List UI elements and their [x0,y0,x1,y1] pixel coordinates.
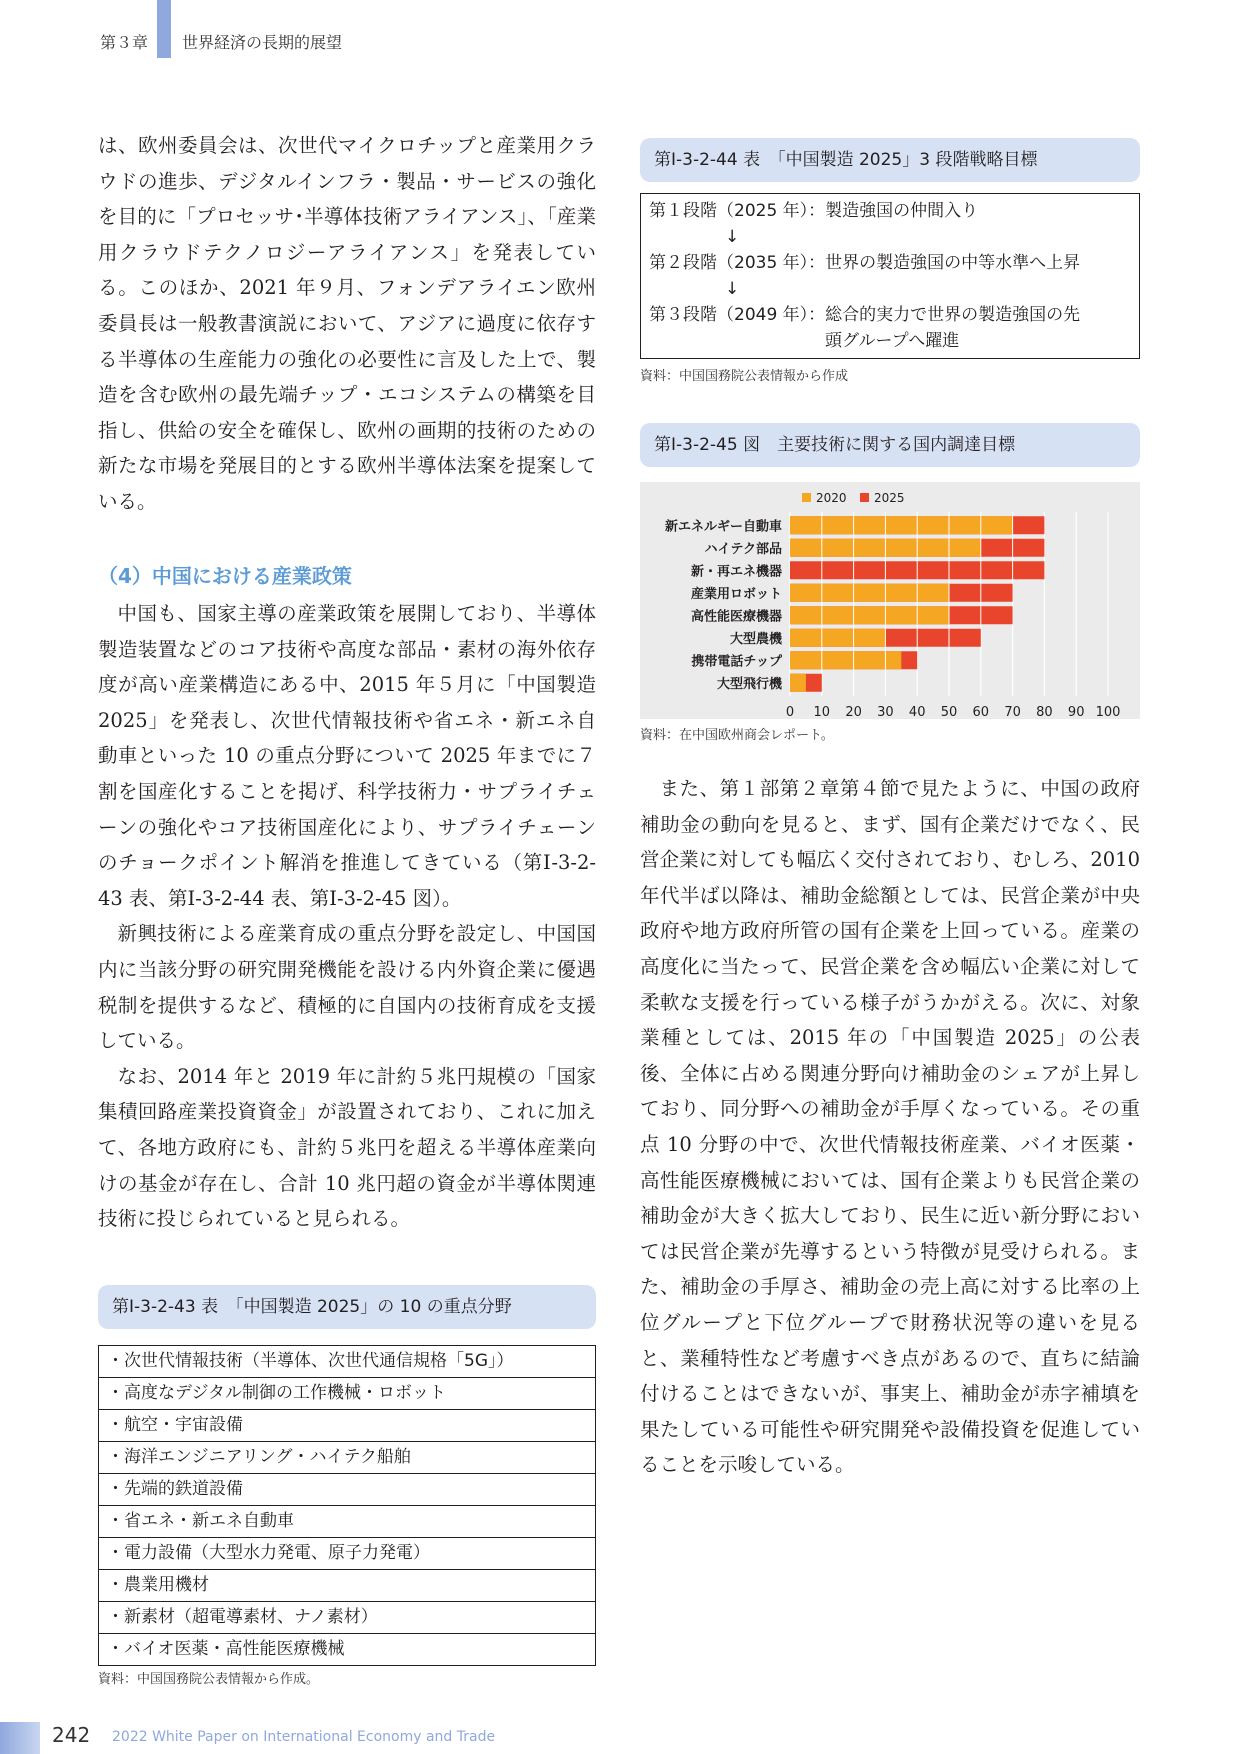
x-tick-label: 30 [877,705,894,719]
table-cell: ・農業用機材 [99,1570,596,1602]
x-tick-label: 50 [940,705,958,719]
category-label: 携帯電話チップ [691,654,782,670]
table44 [640,193,1140,359]
table-cell: ・省エネ・新エネ自動車 [99,1506,596,1538]
x-tick-label: 60 [972,705,990,719]
chapter-label: 第３章 [100,33,149,52]
x-tick-label: 100 [1095,705,1121,719]
table43 [98,1345,596,1666]
stage-3-continued: 頭グループへ躍進 [825,331,960,351]
stage-1: 第１段階（2025 年）：製造強国の仲間入り [649,201,979,221]
table-cell: ・航空・宇宙設備 [99,1410,596,1442]
table-cell: ・バイオ医薬・高性能医療機械 [99,1634,596,1666]
chart-svg [640,482,1140,719]
table43-source: 資料：中国国務院公表情報から作成。 [98,1672,320,1687]
bar-2020 [790,606,949,624]
table-row [99,1602,596,1634]
category-label: 大型飛行機 [716,676,782,692]
legend-swatch [802,493,811,502]
paragraph: また、第１部第２章第４節で見たように、中国の政府補助金の動向を見ると、まず、国有企業だけでなく、民営企業に対しても幅広く交付されており、むしろ、2010 年代半ば以降は、補助金総額としては、民営企業が中央政府や地方政府所管の国有企業を上回っている。産業の高度化に当たって、民営企業を含め幅広い企業に対して柔軟な支援を行っている様子がうかがえる。次に、対象業種としては、2015 年の「中国製造 2025」の公表後、全体に占める関連分野向け補助金のシェアが上昇しており、同分野への補助金が手厚くなっている。その重点 10 分野の中で、次世代情報技術産業、バイオ医薬・高性能医療機械においては、国有企業よりも民営企業の補助金が大きく拡大しており、民生に近い新分野においては民営企業が先導するという特徴が見受けられる。また、補助金の手厚さ、補助金の売上高に対する比率の上位グループと下位グループで財務状況等の違いを見ると、業種特性など考慮すべき点があるので、直ちに結論付けることはできないが、事実上、補助金が赤字補填を果たしている可能性や研究開発や設備投資を促進していることを示唆している。 [640,777,1140,1477]
table-cell: ・電力設備（大型水力発電、原子力発電） [99,1538,596,1570]
table44-caption: 第Ⅰ-3-2-44 表 「中国製造 2025」3 段階戦略目標 [640,138,1140,182]
x-tick-label: 90 [1067,705,1085,719]
category-label: 新エネルギー自動車 [664,519,782,535]
table-cell: ・海洋エンジニアリング・ハイテク船舶 [99,1442,596,1474]
paragraph: 中国も、国家主導の産業政策を展開しており、半導体製造装置などのコア技術や高度な部品・素材の海外依存度が高い産業構造にある中、2015 年５月に「中国製造 2025」を発表し、次世代情報技術や省エネ・新エネ自動車といった 10 の重点分野について 2025 年までに７割を国産化することを掲げ、科学技術力・サプライチェーンの強化やコア技術国産化により、サプライチェーンのチョークポイント解消を推進してきている（第Ⅰ-3-2-43 表、第Ⅰ-3-2-44 表、第Ⅰ-3-2-45 図）。 [98,602,596,910]
figure45-source: 資料：在中国欧州商会レポート。 [640,728,834,743]
footer-accent-bar [0,1722,40,1754]
page-number: 242 [52,1723,91,1747]
bar-2020 [790,584,949,602]
bar-2020 [790,651,901,669]
publication-title: 2022 White Paper on International Economy and Trade [112,1729,496,1745]
down-arrow-icon: ↓ [725,227,740,247]
stage-2: 第２段階（2035 年）：世界の製造強国の中等水準へ上昇 [649,253,1081,273]
table-row [99,1442,596,1474]
table-cell: ・新素材（超電導素材、ナノ素材） [99,1602,596,1634]
table-cell: ・先端的鉄道設備 [99,1474,596,1506]
legend-swatch [860,493,869,502]
paragraph: 新興技術による産業育成の重点分野を設定し、中国国内に当該分野の研究開発機能を設ける内外資企業に優遇税制を提供するなど、積極的に自国内の技術育成を支援している。 [98,922,596,1053]
table-row [99,1634,596,1666]
category-label: 高性能医療機器 [690,609,782,625]
x-tick-label: 10 [813,705,831,719]
category-label: 新・再エネ機器 [690,564,782,580]
category-label: ハイテク部品 [704,541,782,557]
table-cell: ・次世代情報技術（半導体、次世代通信規格「5G」） [99,1346,596,1378]
table-row [99,1538,596,1570]
table-row [99,1346,596,1378]
table44-source: 資料：中国国務院公表情報から作成 [640,369,849,384]
table43-caption: 第Ⅰ-3-2-43 表 「中国製造 2025」の 10 の重点分野 [98,1285,596,1329]
bar-chart [640,482,1140,719]
paragraph: は、欧州委員会は、次世代マイクロチップと産業用クラウドの進歩、デジタルインフラ・製品・サービスの強化を目的に「プロセッサ･半導体技術アライアンス」、「産業用クラウドテクノロジーアライアンス」を発表している。このほか、2021 年９月、フォンデアライエン欧州委員長は一般教書演説において、アジアに過度に依存する半導体の生産能力の強化の必要性に言及した上で、製造を含む欧州の最先端チップ・エコシステムの構築を目指し、供給の安全を確保し、欧州の画期的技術のための新たな市場を発展目的とする欧州半導体法案を提案している。 [98,134,596,513]
x-tick-label: 20 [845,705,862,719]
section-heading: （4）中国における産業政策 [98,564,352,588]
table-row [99,1474,596,1506]
table-cell: ・高度なデジタル制御の工作機械・ロボット [99,1378,596,1410]
paragraph: なお、2014 年と 2019 年に計約５兆円規模の「国家集積回路産業投資資金」が設置されており、これに加えて、各地方政府にも、計約５兆円を超える半導体産業向けの基金が存在し、合計 10 兆円超の資金が半導体関連技術に投じられていると見られる。 [98,1064,596,1231]
x-tick-label: 40 [908,705,926,719]
x-tick-label: 0 [785,705,795,719]
table-row [99,1506,596,1538]
right-paragraph [640,771,1140,1483]
legend-label: 2020 [816,491,847,505]
category-label: 産業用ロボット [690,586,782,602]
legend-label: 2025 [874,491,905,505]
down-arrow-icon: ↓ [725,279,740,299]
stage-3: 第３段階（2049 年）：総合的実力で世界の製造強国の先 [649,305,1081,325]
table-row [99,1410,596,1442]
bar-2020 [790,629,885,647]
category-label: 大型農機 [729,631,782,647]
x-tick-label: 70 [1004,705,1021,719]
x-tick-label: 80 [1036,705,1053,719]
table-row [99,1378,596,1410]
table-row [99,1570,596,1602]
left-paragraphs [98,596,596,1237]
figure45-caption: 第Ⅰ-3-2-45 図 主要技術に関する国内調達目標 [640,423,1140,467]
bar-2020 [790,674,806,692]
left-paragraph-1 [98,128,596,520]
chapter-title: 世界経済の長期的展望 [182,33,343,52]
header-accent-bar [157,0,171,58]
bar-2020 [790,516,1013,534]
